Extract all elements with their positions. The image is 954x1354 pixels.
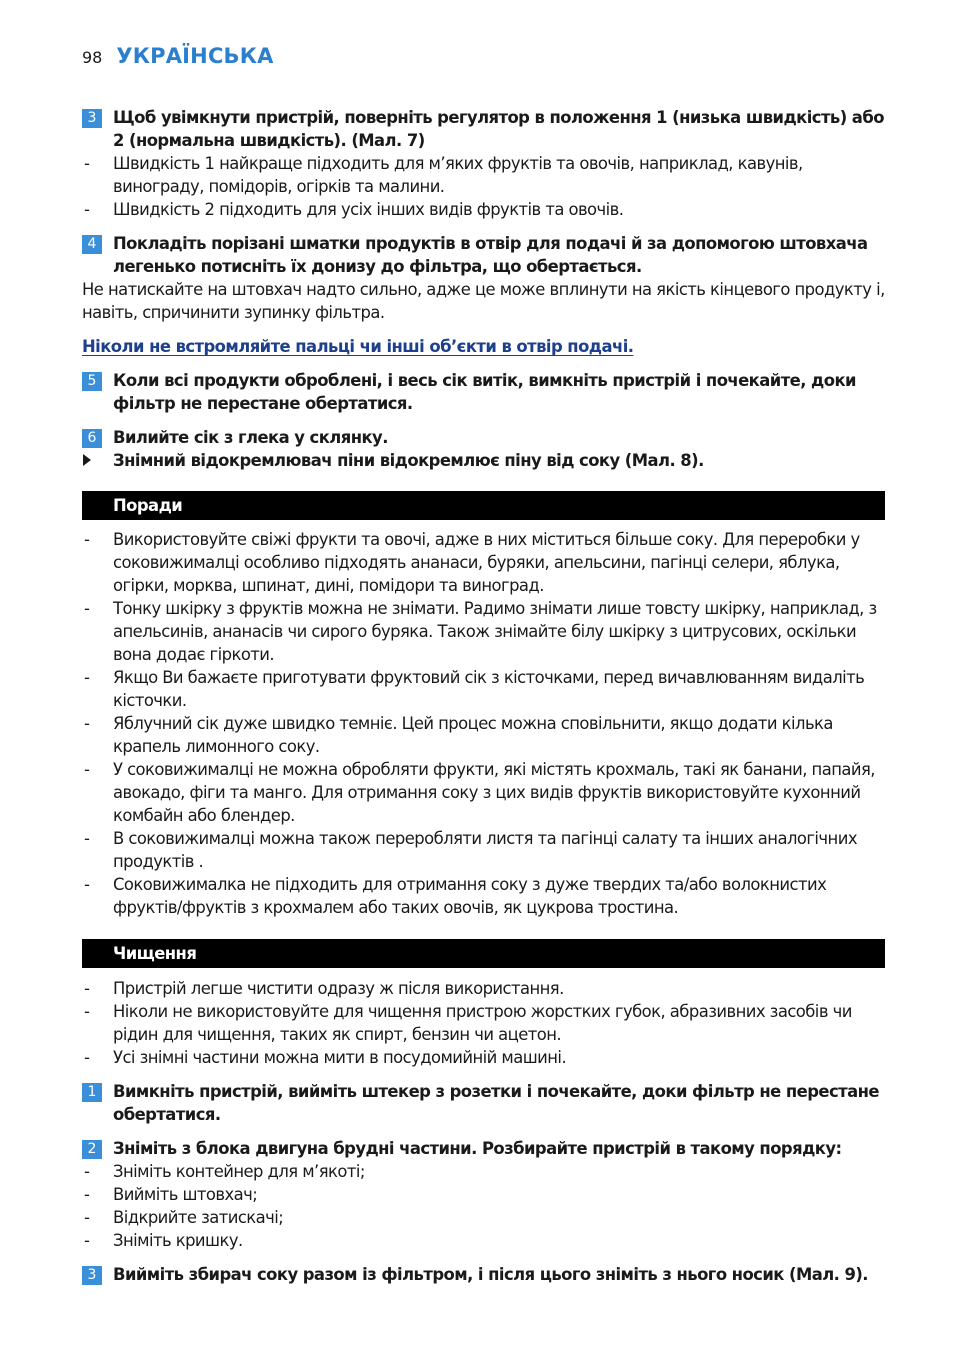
- step-item: [82, 1080, 885, 1126]
- tips-heading: Поради: [82, 491, 885, 520]
- bullet-item: - У соковижималці не можна обробляти фрукти, які містять крохмаль, такі як банани, папайя, авокадо, фіги та манго. Для отримання соку з цих видів фруктів використовуйте кухонний комбайн або блендер.: [82, 758, 885, 827]
- bullet-item: - Швидкість 2 підходить для усіх інших видів фруктів та овочів.: [82, 198, 885, 221]
- bullet-item: - Швидкість 1 найкраще підходить для м’яких фруктів та овочів, наприклад, кавунів, винограду, помідорів, огірків та малини.: [82, 152, 885, 198]
- step-number-badge: 4: [82, 235, 102, 254]
- section-language-title: УКРАЇНСЬКА: [116, 44, 274, 68]
- step-item: [82, 1263, 885, 1286]
- cleaning-step-1-block: [82, 1080, 885, 1126]
- result-arrow-icon: [83, 454, 91, 466]
- warning-text: Ніколи не встромляйте пальці чи інші об’єкти в отвір подачі.: [82, 337, 634, 356]
- step-number-badge: 6: [82, 429, 102, 448]
- step-text: Вийміть збирач соку разом із фільтром, і після цього зніміть з нього носик (Мал. 9).: [113, 1265, 868, 1284]
- step-5-block: [82, 369, 885, 415]
- bullet-item: - Пристрій легше чистити одразу ж після використання.: [82, 977, 885, 1000]
- step-4-block: [82, 232, 885, 324]
- bullet-item: - Використовуйте свіжі фрукти та овочі, адже в них міститься більше соку. Для переробки у соковижималці особливо підходять ананаси, буряки, апельсини, пагінці селери, яблука, огірки, морква, шпинат, дині, помідори та виноград.: [82, 528, 885, 597]
- bullet-item: - Зніміть кришку.: [82, 1229, 885, 1252]
- bullet-item: - Відкрийте затискачі;: [82, 1206, 885, 1229]
- page-header: [82, 45, 274, 69]
- cleaning-heading: Чищення: [82, 939, 885, 968]
- bullet-item: - Яблучний сік дуже швидко темніє. Цей процес можна сповільнити, якщо додати кілька крапель лимонного соку.: [82, 712, 885, 758]
- step-3-block: [82, 106, 885, 221]
- cleaning-list: [82, 977, 885, 1069]
- step-text: Щоб увімкнути пристрій, поверніть регулятор в положення 1 (низька швидкість) або 2 (нормальна швидкість). (Мал. 7): [113, 108, 884, 150]
- cleaning-step-3-block: [82, 1263, 885, 1286]
- step-text: Коли всі продукти оброблені, і весь сік витік, вимкніть пристрій і почекайте, доки фільтр не перестане обертатися.: [113, 371, 856, 413]
- step-6-block: [82, 426, 885, 472]
- page-number: 98: [82, 48, 103, 67]
- step-item: [82, 232, 885, 278]
- result-item: [82, 449, 885, 472]
- document-body: [82, 106, 885, 1286]
- step-number-badge: 3: [82, 1266, 102, 1285]
- result-text: Знімний відокремлювач піни відокремлює піну від соку (Мал. 8).: [113, 451, 704, 470]
- step-number-badge: 1: [82, 1083, 102, 1102]
- warning-block: [82, 335, 885, 358]
- note-paragraph: Не натискайте на штовхач надто сильно, адже це може вплинути на якість кінцевого продукту і, навіть, спричинити зупинку фільтра.: [82, 280, 885, 322]
- bullet-item: - Вийміть штовхач;: [82, 1183, 885, 1206]
- bullet-item: - Зніміть контейнер для м’якоті;: [82, 1160, 885, 1183]
- tips-list: [82, 528, 885, 919]
- step-text: Покладіть порізані шматки продуктів в отвір для подачі й за допомогою штовхача легенько потисніть їх донизу до фільтра, що обертається.: [113, 234, 868, 276]
- bullet-item: - Усі знімні частини можна мити в посудомийній машині.: [82, 1046, 885, 1069]
- step-item: [82, 369, 885, 415]
- bullet-item: - В соковижималці можна також переробляти листя та пагінці салату та інших аналогічних продуктів .: [82, 827, 885, 873]
- step-number-badge: 5: [82, 372, 102, 391]
- step-text: Вимкніть пристрій, вийміть штекер з розетки і почекайте, доки фільтр не перестане обертатися.: [113, 1082, 879, 1124]
- step-text: Зніміть з блока двигуна брудні частини. Розбирайте пристрій в такому порядку:: [113, 1139, 842, 1158]
- cleaning-step-2-block: [82, 1137, 885, 1252]
- step-number-badge: 2: [82, 1140, 102, 1159]
- step-text: Вилийте сік з глека у склянку.: [113, 428, 388, 447]
- step-number-badge: 3: [82, 109, 102, 128]
- bullet-item: - Тонку шкірку з фруктів можна не знімати. Радимо знімати лише товсту шкірку, наприклад, з апельсинів, ананасів чи сирого буряка. Також знімайте білу шкірку з цитрусових, оскільки вона додає гіркоти.: [82, 597, 885, 666]
- bullet-item: - Якщо Ви бажаєте приготувати фруктовий сік з кісточками, перед вичавлюванням видаліть кісточки.: [82, 666, 885, 712]
- step-item: [82, 1137, 885, 1160]
- step-item: [82, 426, 885, 449]
- step-item: [82, 106, 885, 152]
- bullet-item: - Ніколи не використовуйте для чищення пристрою жорстких губок, абразивних засобів чи рідин для чищення, таких як спирт, бензин чи ацетон.: [82, 1000, 885, 1046]
- bullet-item: - Соковижималка не підходить для отримання соку з дуже твердих та/або волокнистих фруктів/фруктів з крохмалем або таких овочів, як цукрова тростина.: [82, 873, 885, 919]
